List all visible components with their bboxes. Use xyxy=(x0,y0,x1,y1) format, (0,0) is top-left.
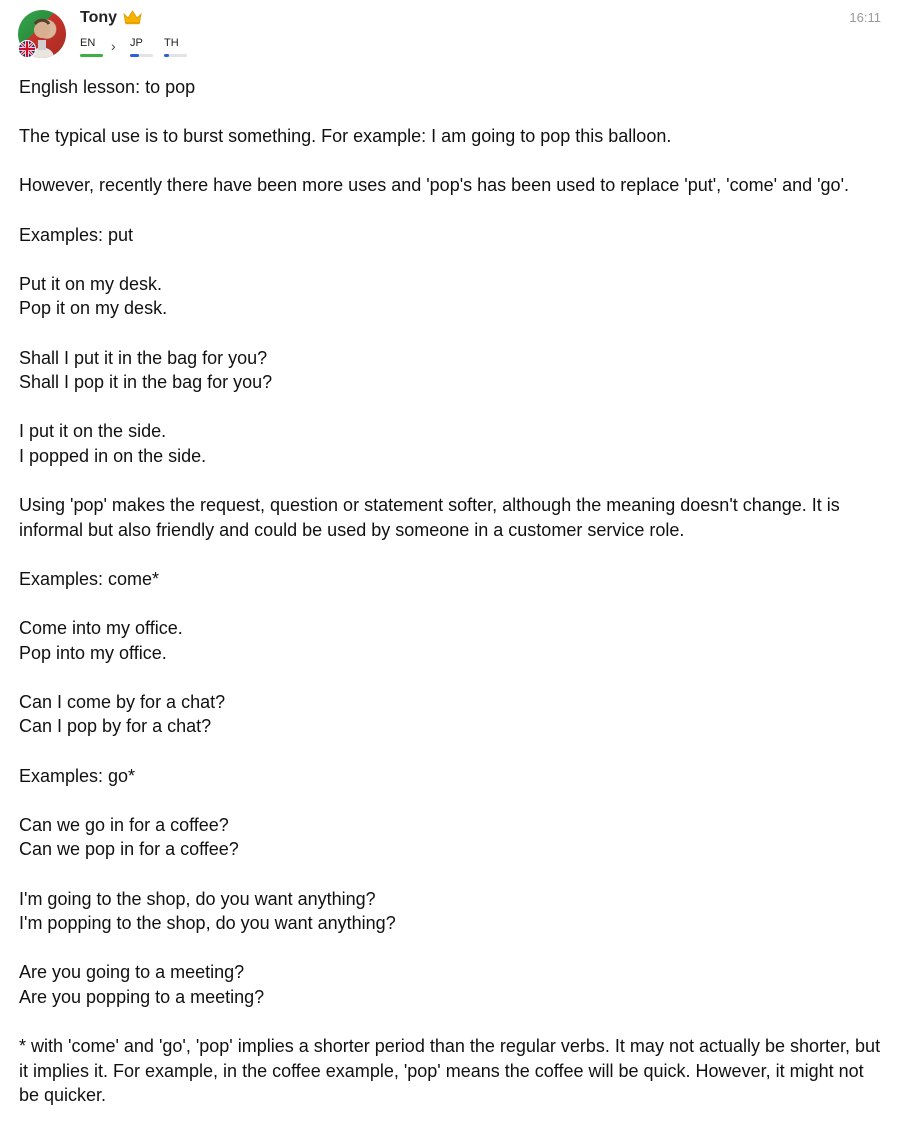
language-code: EN xyxy=(80,37,96,49)
language-level-fill xyxy=(164,54,169,57)
paragraph-line: Shall I put it in the bag for you? xyxy=(19,347,268,368)
post-paragraph xyxy=(19,493,884,542)
paragraph-line: Can I come by for a chat? xyxy=(19,691,226,712)
paragraph-line: Can we go in for a coffee? xyxy=(19,814,229,835)
paragraph-line: * with 'come' and 'go', 'pop' implies a shorter period than the regular verbs. It may not actually be shorter, but it implies it. For example, in the coffee example, 'pop' means the coffee will be quick. However, it might not be quicker. xyxy=(19,1036,881,1106)
post-paragraph xyxy=(19,173,884,198)
username[interactable]: Tony xyxy=(80,9,118,26)
paragraph-line: Shall I pop it in the bag for you? xyxy=(19,372,273,393)
post-paragraph xyxy=(19,419,884,468)
post-paragraph xyxy=(19,764,884,789)
language-level-fill xyxy=(80,54,103,57)
language-code: TH xyxy=(164,37,179,49)
paragraph-line: Can I pop by for a chat? xyxy=(19,716,212,737)
uk-flag-icon xyxy=(18,40,36,58)
paragraph-line: Are you popping to a meeting? xyxy=(19,986,265,1007)
paragraph-line: Using 'pop' makes the request, question or statement softer, although the meaning doesn't change. It is informal but also friendly and could be used by someone in a customer service role. xyxy=(19,495,840,540)
post-paragraph xyxy=(19,887,884,936)
paragraph-line: I'm popping to the shop, do you want anything? xyxy=(19,913,396,934)
post-paragraph xyxy=(19,1034,884,1108)
post-header xyxy=(0,0,900,70)
post-timestamp: 16:11 xyxy=(849,10,881,25)
post-body xyxy=(19,75,884,1133)
paragraph-line: The typical use is to burst something. For example: I am going to pop this balloon. xyxy=(19,126,672,147)
language-learning-jp xyxy=(130,37,143,49)
paragraph-line: I'm going to the shop, do you want anything? xyxy=(19,888,376,909)
post-paragraph xyxy=(19,346,884,395)
language-level-bar xyxy=(130,54,153,57)
post-paragraph xyxy=(19,124,884,149)
post-paragraph xyxy=(19,616,884,665)
paragraph-line: Can we pop in for a coffee? xyxy=(19,839,239,860)
paragraph-line: Examples: put xyxy=(19,224,134,245)
paragraph-line: Pop it on my desk. xyxy=(19,298,168,319)
paragraph-line: I put it on the side. xyxy=(19,421,167,442)
chevron-right-icon: › xyxy=(111,38,116,54)
post-title: English lesson: to pop xyxy=(19,77,196,97)
post-paragraph xyxy=(19,960,884,1009)
paragraph-line: Come into my office. xyxy=(19,618,183,639)
language-native-en xyxy=(80,37,95,49)
language-learning-th xyxy=(164,37,179,49)
paragraph-line: Examples: come* xyxy=(19,568,160,589)
language-level-bar xyxy=(80,54,103,57)
paragraph-line: Examples: go* xyxy=(19,765,136,786)
post-paragraph xyxy=(19,567,884,592)
paragraph-line: Put it on my desk. xyxy=(19,273,163,294)
post-paragraphs xyxy=(19,124,884,1108)
post-paragraph xyxy=(19,813,884,862)
language-level-bar xyxy=(164,54,187,57)
paragraph-line: Pop into my office. xyxy=(19,642,167,663)
language-code: JP xyxy=(130,37,143,49)
language-level-fill xyxy=(130,54,139,57)
post-paragraph xyxy=(19,690,884,739)
paragraph-line: However, recently there have been more uses and 'pop's has been used to replace 'put', 'come' and 'go'. xyxy=(19,175,850,196)
post-paragraph xyxy=(19,272,884,321)
crown-icon xyxy=(123,10,142,30)
paragraph-line: Are you going to a meeting? xyxy=(19,962,245,983)
post-paragraph xyxy=(19,223,884,248)
paragraph-line: I popped in on the side. xyxy=(19,445,207,466)
